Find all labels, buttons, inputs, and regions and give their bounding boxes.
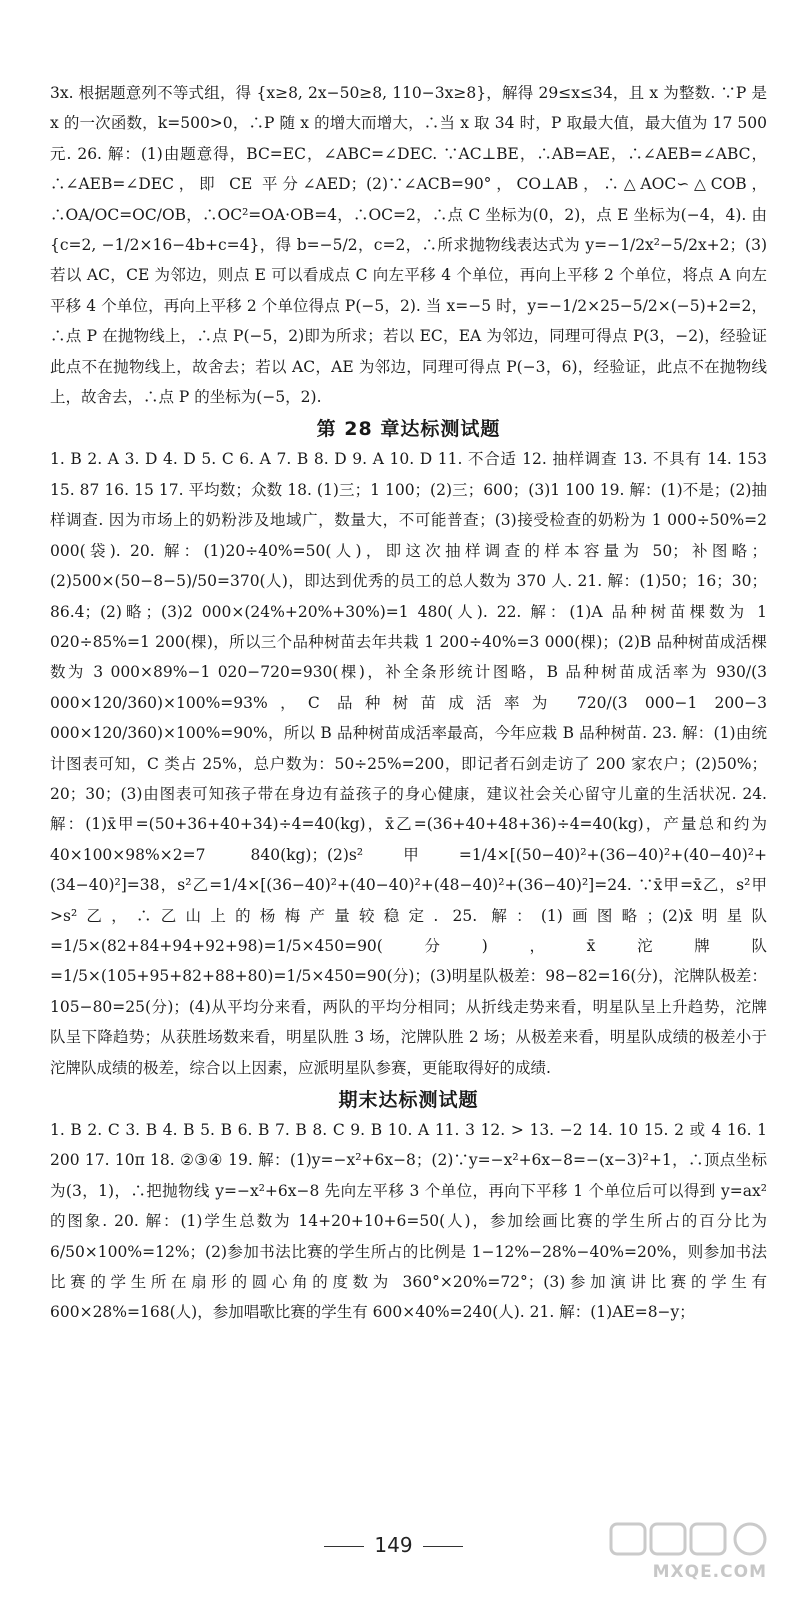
section-title-final-exam: 期末达标测试题 [338,1089,479,1111]
answer-text-block: 3x. 根据题意列不等式组，得 {x≥8, 2x−50≥8, 110−3x≥8}，解得 29≤x≤34，且 x 为整数. ∵P 是 x 的一次函数，k=500>0，∴P 随 x 的增大而增大，∴当 x 取 34 时，P 取最大值，最大值为 17 500元. 26. 解：(1)由题意得，BC=EC，∠ABC=∠DEC. ∵AC⊥BE，∴AB=AE，∴∠AEB=∠ABC，∴∠AEB=∠DEC，即 CE 平分∠AED；(2)∵∠ACB=90°，CO⊥AB，∴△AOC∽△COB，∴OA/OC=OC/OB，∴OC²=OA·OB=4，∴OC=2，∴点 C 坐标为(0，2)，点 E 坐标为(−4，4). 由 {c=2, −1/2×16−4b+c=4}，得 b=−5/2，c=2，∴所求抛物线表达式为 y=−1/2x²−5/2x+2；(3)若以 AC，CE 为邻边，则点 E 可以看成点 C 向左平移 4 个单位，再向上平移 2 个单位，将点 A 向左平移 4 个单位，再向上平移 2 个单位得点 P(−5，2). 当 x=−5 时，y=−1/2×25−5/2×(−5)+2=2，∴点 P 在抛物线上，∴点 P(−5，2)即为所求；若以 EC，EA 为邻边，同理可得点 P(3，−2)，经验证此点不在抛物线上，故舍去；若以 AC，AE 为邻边，同理可得点 P(−3，6)，经验证，此点不在抛物线上，故舍去，∴点 P 的坐标为(−5，2). [50,84,767,407]
section-title-chapter-28: 第 28 章达标测试题 [316,418,501,441]
answer-text-block: 1. B 2. A 3. D 4. D 5. C 6. A 7. B 8. D 9. A 10. D 11. 不合适 12. 抽样调查 13. 不具有 14. 153 15. 87 16. 15 17. 平均数；众数 18. (1)三；1 100；(2)三；600；(3)1 100 19. 解：(1)不是；(2)抽样调查. 因为市场上的奶粉涉及地域广，数量大，不可能普查；(3)接受检查的奶粉为 1 000÷50%=2 000(袋). 20. 解：(1)20÷40%=50(人)，即这次抽样调查的样本容量为 50；补图略；(2)500×(50−8−5)/50=370(人)，即达到优秀的员工的总人数为 370 人. 21. 解：(1)50；16；30；86.4；(2)略；(3)2 000×(24%+20%+30%)=1 480(人). 22. 解：(1)A 品种树苗棵数为 1 020÷85%=1 200(棵)，所以三个品种树苗去年共栽 1 200÷40%=3 000(棵)；(2)B 品种树苗成活棵数为 3 000×89%−1 020−720=930(棵)，补全条形统计图略，B 品种树苗成活率为 930/(3 000×120/360)×100%=93%，C 品种树苗成活率为 720/(3 000−1 200−3 000×120/360)×100%=90%，所以 B 品种树苗成活率最高，今年应栽 B 品种树苗. 23. 解：(1)由统计图表可知，C 类占 25%，总户数为：50÷25%=200，即记者石剑走访了 200 家农户；(2)50%；20；30；(3)由图表可知孩子带在身边有益孩子的身心健康，建议社会关心留守儿童的生活状况. 24. 解：(1)x̄甲=(50+36+40+34)÷4=40(kg)，x̄乙=(36+40+48+36)÷4=40(kg)，产量总和约为 40×100×98%×2=7 840(kg)；(2)s²甲=1/4×[(50−40)²+(36−40)²+(40−40)²+(34−40)²]=38，s²乙=1/4×[(36−40)²+(40−40)²+(48−40)²+(36−40)²]=24. ∵x̄甲=x̄乙，s²甲>s²乙，∴乙山上的杨梅产量较稳定. 25. 解：(1)画图略；(2)x̄明星队=1/5×(82+84+94+92+98)=1/5×450=90(分)，x̄沱牌队=1/5×(105+95+82+88+80)=1/5×450=90(分)；(3)明星队极差：98−82=16(分)，沱牌队极差：105−80=25(分)；(4)从平均分来看，两队的平均分相同；从折线走势来看，明星队呈上升趋势，沱牌队呈下降趋势；从获胜场数来看，明星队胜 3 场，沱牌队胜 2 场；从极差来看，明星队成绩的极差小于沱牌队成绩的极差，综合以上因素，应派明星队参赛，更能取得好的成绩. [50,450,767,1077]
watermark-text: MXQE.COM [652,1562,767,1582]
page-number-dash [423,1546,463,1547]
watermark-logo [605,1520,775,1582]
page-number-dash [324,1546,364,1547]
page-number-value: 149 [374,1533,413,1557]
answer-text-block: 1. B 2. C 3. B 4. B 5. B 6. B 7. B 8. C 9. B 10. A 11. 3 12. > 13. −2 14. 10 15. 2 或 4 16. 1 200 17. 10π 18. ②③④ 19. 解：(1)y=−x²+6x−8；(2)∵y=−x²+6x−8=−(x−3)²+1，∴顶点坐标为(3，1)，∴把抛物线 y=−x²+6x−8 先向左平移 3 个单位，再向下平移 1 个单位后可以得到 y=ax² 的图象. 20. 解：(1)学生总数为 14+20+10+6=50(人)，参加绘画比赛的学生所占的百分比为 6/50×100%=12%；(2)参加书法比赛的学生所占的比例是 1−12%−28%−40%=20%，则参加书法比赛的学生所在扇形的圆心角的度数为 360°×20%=72°；(3)参加演讲比赛的学生有 600×28%=168(人)，参加唱歌比赛的学生有 600×40%=240(人). 21. 解：(1)AE=8−y； [50,1121,767,1322]
watermark-badge-icon [605,1520,775,1560]
